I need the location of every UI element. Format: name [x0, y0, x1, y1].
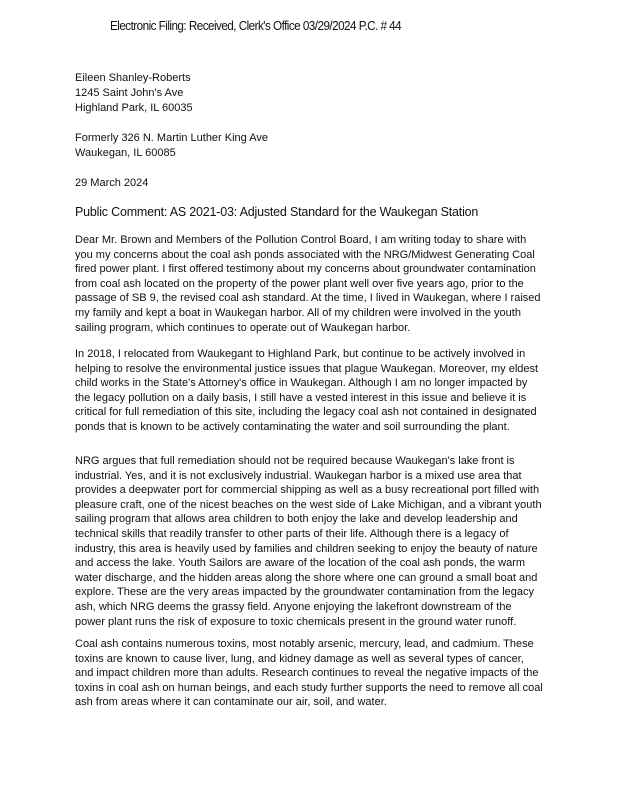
- filing-stamp-header: Electronic Filing: Received, Clerk's Office 03/29/2024 P.C. # 44: [110, 18, 402, 33]
- text-line: you my concerns about the coal ash ponds associated with the NRG/Midwest Generating Coal: [75, 248, 535, 261]
- sender-name: Eileen Shanley-Roberts: [75, 72, 191, 84]
- text-line: toxins are known to cause liver, lung, and kidney damage as well as several types of cancer,: [75, 652, 524, 665]
- text-line: NRG argues that full remediation should not be required because Waukegan's lake front is: [75, 455, 515, 467]
- text-line: the legacy pollution on a daily basis, I still have a vested interest in this issue and believe it is: [75, 391, 527, 404]
- paragraph-4: [75, 637, 543, 710]
- text-line: passage of SB 9, the revised coal ash standard. At the time, I lived in Waukegan, where I raised: [75, 292, 541, 305]
- former-street: Formerly 326 N. Martin Luther King Ave: [75, 132, 268, 144]
- text-line: pleasure craft, one of the nicest beaches on the west side of Lake Michigan, and a vibrant youth: [75, 498, 542, 511]
- text-line: toxins in coal ash on human beings, and each study further supports the need to remove all coal: [75, 681, 543, 694]
- text-line: ash, which NRG deems the grassy field. Anyone enjoying the lakefront downstream of the: [75, 600, 512, 613]
- paragraph-1: [75, 233, 541, 335]
- text-line: sailing program, which continues to operate out of Waukegan harbor.: [75, 321, 411, 334]
- letter-subject: Public Comment: AS 2021-03: Adjusted Standard for the Waukegan Station: [75, 205, 479, 219]
- sender-street: 1245 Saint John's Ave: [75, 87, 184, 99]
- text-line: my family and kept a boat in Waukegan harbor. All of my children were involved in the youth: [75, 306, 521, 319]
- paragraph-2: [75, 347, 538, 435]
- text-line: Dear Mr. Brown and Members of the Pollution Control Board, I am writing today to share with: [75, 234, 527, 246]
- text-line: ponds that is known to be actively contaminating the water and soil surrounding the plant.: [75, 420, 510, 433]
- text-line: and impact children more than adults. Research continues to reveal the negative impacts of the: [75, 667, 539, 680]
- sender-address: [75, 71, 193, 116]
- letter-date: 29 March 2024: [75, 177, 149, 189]
- paragraph-3: [75, 454, 542, 629]
- text-line: Coal ash contains numerous toxins, most notably arsenic, mercury, lead, and cadmium. These: [75, 638, 534, 650]
- former-address: [75, 131, 268, 161]
- text-line: water discharge, and the hidden areas along the shore where one can ground a small boat and: [75, 571, 538, 584]
- text-line: from coal ash located on the property of the power plant well over five years ago, prior to the: [75, 277, 524, 290]
- text-line: critical for full remediation of this site, including the legacy coal ash not contained in designated: [75, 406, 537, 419]
- sender-city: Highland Park, IL 60035: [75, 102, 193, 114]
- text-line: industry, this area is heavily used by families and children seeking to enjoy the beauty of nature: [75, 542, 538, 555]
- text-line: technical skills that readily transfer to other parts of their life. Although there is a legacy of: [75, 527, 509, 540]
- text-line: fired power plant. I first offered testimony about my concerns about groundwater contamination: [75, 263, 536, 276]
- former-city: Waukegan, IL 60085: [75, 147, 176, 159]
- text-line: ash from areas where it can contaminate our air, soil, and water.: [75, 696, 387, 709]
- text-line: power plant runs the risk of exposure to toxic chemicals present in the ground water runoff.: [75, 615, 517, 628]
- text-line: child works in the State's Attorney's office in Waukegan. Although I am no longer impacted by: [75, 377, 528, 390]
- text-line: and access the lake. Youth Sailors are aware of the location of the coal ash ponds, the warm: [75, 557, 526, 570]
- text-line: In 2018, I relocated from Waukegant to Highland Park, but continue to be actively involved in: [75, 348, 526, 360]
- text-line: sailing program that allows area children to both enjoy the lake and develop leadership and: [75, 513, 518, 526]
- text-line: explore. These are the very areas impacted by the groundwater contamination from the legacy: [75, 586, 534, 599]
- text-line: provides a deepwater port for commercial shipping as well as a busy recreational port filled with: [75, 484, 540, 497]
- text-line: helping to resolve the environmental justice issues that plague Waukegan. Moreover, my eldest: [75, 362, 539, 375]
- text-line: industrial. Yes, and it is not exclusively industrial. Waukegan harbor is a mixed use area that: [75, 469, 522, 482]
